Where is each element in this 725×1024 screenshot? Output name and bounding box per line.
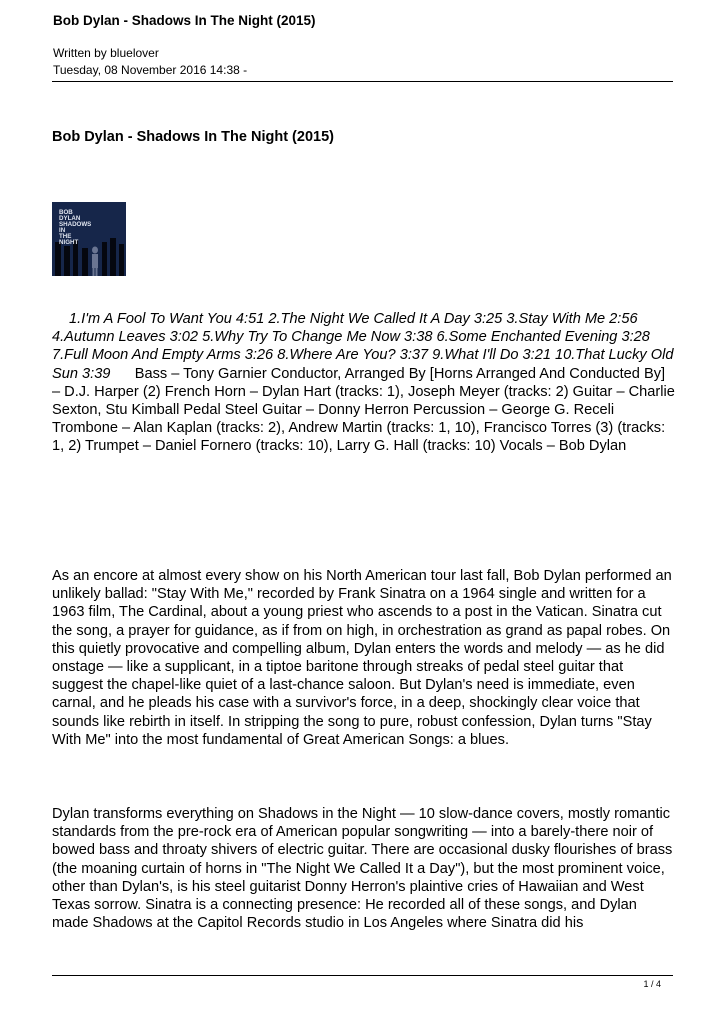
cover-text-line: NIGHT bbox=[59, 239, 79, 246]
article-title: Bob Dylan - Shadows In The Night (2015) bbox=[52, 129, 334, 145]
cover-text-line: BOB bbox=[59, 209, 73, 216]
article-paragraph-2: Dylan transforms everything on Shadows in the Night — 10 slow-dance covers, mostly romantic standards from the pre-rock era of American popular songwriting — into a barely-there noir of bowed bass and throaty shivers of electric guitar. There are occasional dusky flourishes of brass (the moaning curtain of horns in "The Night We Called It a Day"), but the most prominent voice, other than Dylan's, is his steel guitarist Donny Herron's plaintive cries of Hawaiian and West Texas sorrow. Sinatra is a connecting presence: He recorded all of these songs, and Dylan made Shadows at the Capitol Records studio in Los Angeles where Sinatra did his bbox=[52, 806, 673, 932]
author-line: Written by bluelover bbox=[53, 46, 159, 60]
header-divider bbox=[52, 81, 673, 82]
album-cover-image bbox=[52, 202, 126, 276]
credits: Bass – Tony Garnier Conductor, Arranged By [Horns Arranged And Conducted By] – D.J. Harper (2) French Horn – Dylan Hart (tracks: 1), Joseph Meyer (tracks: 2) Guitar – Charlie Sexton, Stu Kimball Pedal Steel Guitar – Donny Herron Percussion – George G. Receli Trombone – Alan Kaplan (tracks: 2), Andrew Martin (tracks: 1, 10), Francisco Torres (3) (tracks: 1, 2) Trumpet – Daniel Fornero (tracks: 10), Larry G. Hall (tracks: 10) Vocals – Bob Dylan bbox=[52, 365, 675, 455]
album-cover-art bbox=[52, 202, 126, 276]
footer-divider bbox=[52, 975, 673, 976]
cover-text-line: SHADOWS bbox=[59, 221, 92, 228]
date-line: Tuesday, 08 November 2016 14:38 - bbox=[53, 63, 248, 77]
credits-spacer bbox=[110, 366, 134, 382]
cover-text-line: IN bbox=[59, 227, 66, 234]
cover-text-line: DYLAN bbox=[59, 215, 81, 222]
tracklist: 1.I'm A Fool To Want You 4:51 2.The Night We Called It A Day 3:25 3.Stay With Me 2:56 4.Autumn Leaves 3:02 5.Why Try To Change Me Now 3:38 6.Some Enchanted Evening 3:28 7.Full Moon And Empty Arms 3:26 8.Where Are You? 3:37 9.What I'll Do 3:21 10.That Lucky Old Sun 3:39 bbox=[52, 311, 674, 382]
page-header-title: Bob Dylan - Shadows In The Night (2015) bbox=[53, 13, 316, 28]
tracklist-and-credits bbox=[52, 310, 677, 456]
page-number: 1 / 4 bbox=[643, 979, 661, 989]
cover-text-line: THE bbox=[59, 233, 72, 240]
article-paragraph-1: As an encore at almost every show on his North American tour last fall, Bob Dylan performed an unlikely ballad: "Stay With Me," recorded by Frank Sinatra on a 1964 single and written for a 1963 film, The Cardinal, about a young priest who ascends to a post in the Vatican. Sinatra cut the song, a prayer for guidance, as if from on high, in orchestration as grand as papal robes. On this quietly provocative and compelling album, Dylan enters the words and melody — as he did onstage — like a supplicant, in a tiptoe baritone through streaks of pedal steel guitar that suggest the chapel-like quiet of a last-chance saloon. But Dylan's need is immediate, even carnal, and he pleads his case with a survivor's force, in a deep, shockingly clear voice that sounds like rebirth in itself. In stripping the song to pure, robust confession, Dylan turns "Stay With Me" into the most fundamental of Great American Songs: a blues. bbox=[52, 568, 672, 748]
